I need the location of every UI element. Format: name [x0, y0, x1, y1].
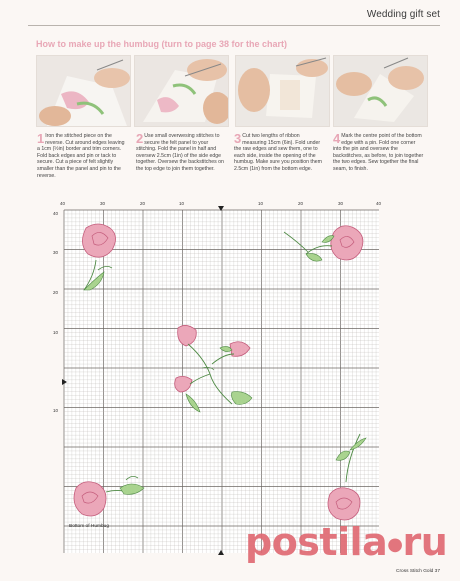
watermark-text-a: postila — [245, 520, 388, 564]
chart-side-label: 30 — [53, 250, 59, 255]
chart-top-label: 40 — [376, 201, 382, 206]
step-photo-2 — [134, 55, 229, 127]
header-rule — [28, 25, 440, 26]
chart-top-label: 30 — [338, 201, 344, 206]
watermark-text-b: ru — [402, 520, 448, 564]
page-footer: Cross Stitch Gold 37 — [396, 569, 440, 574]
step-number: 3 — [234, 131, 242, 146]
chart-bottom-label: Bottom of Humbug — [69, 524, 109, 529]
step-text: Iron the stitched piece on the reverse. Cut around edges leaving a 1cm (½in) border and trim corners. Fold back edges and pin or tack to secure. Cut a piece of felt slightly smaller than the panel and pin to the reverse. — [37, 133, 125, 179]
step-4 — [333, 133, 424, 173]
chart-top-label: 20 — [298, 201, 304, 206]
chart-top-label: 30 — [100, 201, 106, 206]
step-text: Use small overwesing stitches to secure the felt panel to your stitching. Fold the panel in half and oversew 2.5cm (1in) of the side edge together. Oversew the backstitches on the top edge to join them together. — [136, 133, 224, 172]
step-1 — [37, 133, 128, 179]
watermark-dot: ● — [387, 534, 403, 555]
step-2 — [136, 133, 227, 173]
chart-side-label: 10 — [53, 408, 59, 413]
chart-top-label: 10 — [179, 201, 185, 206]
watermark — [245, 520, 447, 564]
step-text: Cut two lengths of ribbon measuring 15cm (6in). Fold under the raw edges and sew them, one to each side, inside the opening of the humbug. Make sure you position them 2.5cm (1in) from the bottom edge. — [234, 133, 322, 172]
section-title: Wedding gift set — [366, 9, 440, 20]
chart-side-label: 20 — [53, 290, 59, 295]
chart-top-label: 10 — [258, 201, 264, 206]
instructions-heading: How to make up the humbug (turn to page 38 for the chart) — [36, 39, 288, 49]
step-photo-4 — [333, 55, 428, 127]
chart-side-label: 40 — [53, 211, 59, 216]
step-number: 2 — [136, 131, 144, 146]
chart-top-label: 20 — [140, 201, 146, 206]
step-number: 4 — [333, 131, 341, 146]
cross-stitch-chart — [36, 198, 441, 558]
chart-side-label: 10 — [53, 330, 59, 335]
step-photo-1 — [36, 55, 131, 127]
step-text: Mark the centre point of the bottom edge with a pin. Fold one corner into the pin and oversew the backstitches, as before, to join together the two edges. Sew together the final seam, to finish. — [333, 133, 424, 172]
chart-top-label: 40 — [60, 201, 66, 206]
step-3 — [234, 133, 325, 173]
step-photo-3 — [235, 55, 330, 127]
step-number: 1 — [37, 131, 45, 146]
